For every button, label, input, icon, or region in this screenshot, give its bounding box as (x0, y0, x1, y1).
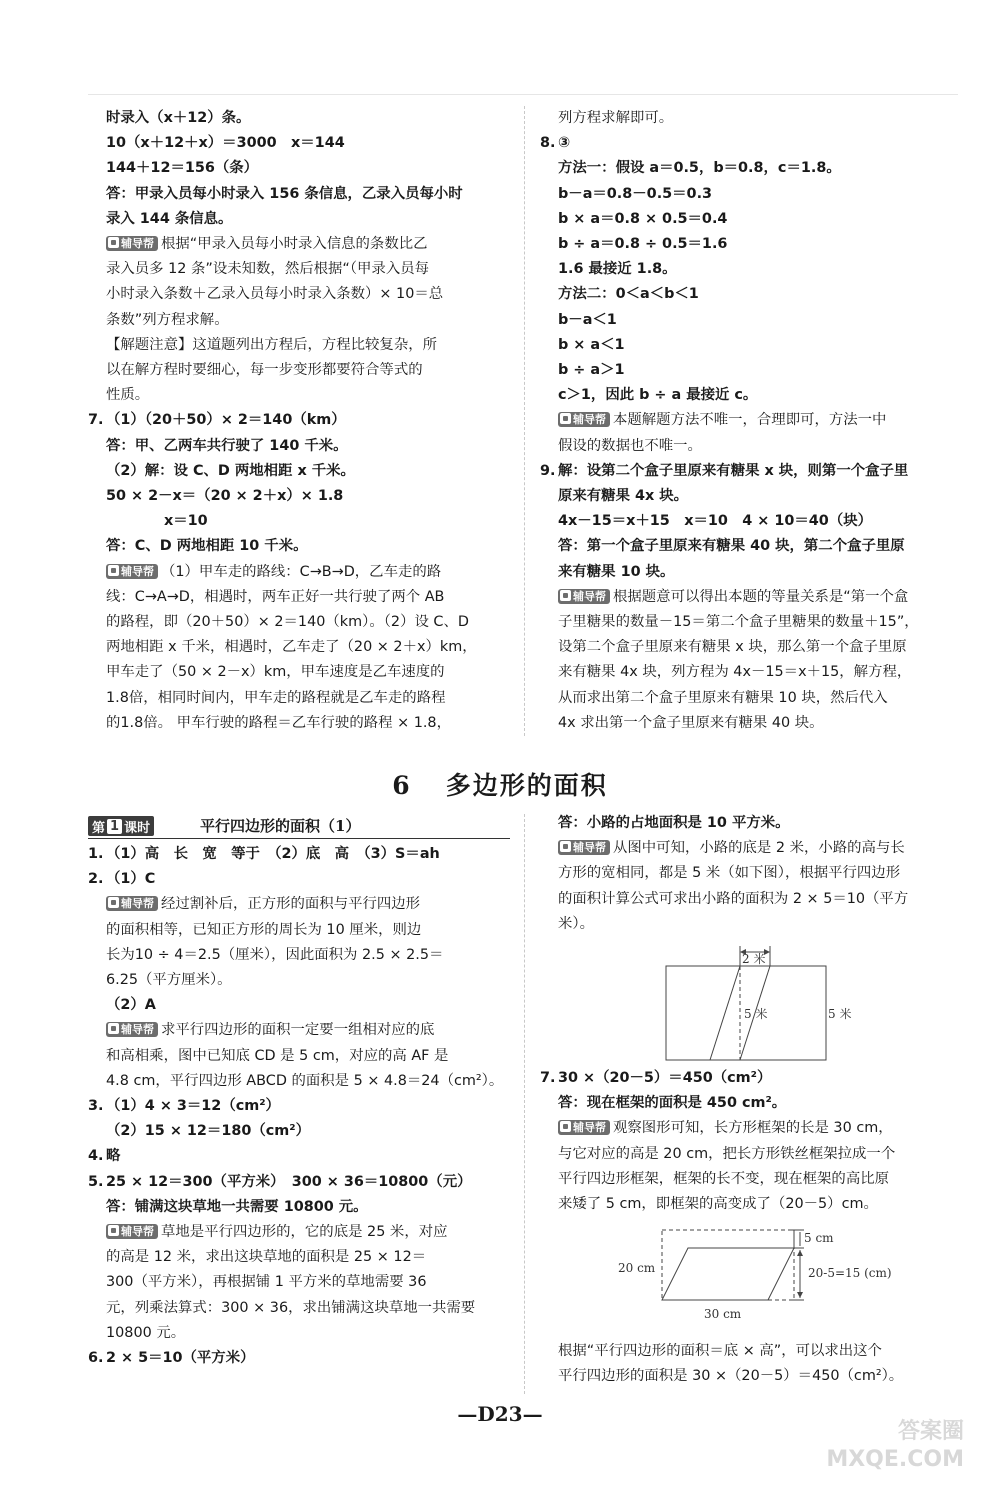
text-line (88, 232, 510, 257)
text-line (88, 1270, 510, 1295)
text-line (88, 918, 510, 943)
line-text: （1）甲车走的路线：C→B→D，乙车走的路 (161, 563, 442, 580)
text-line (88, 1094, 510, 1119)
item-number: 1. (88, 846, 104, 862)
text-line (540, 459, 964, 484)
tip-badge (558, 1120, 610, 1135)
line-text: 观察图形可知，长方形框架的长是 30 cm， (613, 1120, 893, 1137)
frame-figure-arrowhead-down (797, 1292, 803, 1298)
line-text: b－a＝0.8－0.5＝0.3 (558, 185, 713, 202)
text-line (540, 484, 964, 509)
watermark (826, 1418, 964, 1474)
line-text: 根据题意可以得出本题的等量关系是“第一个盒 (613, 588, 909, 605)
tip-label: 辅导帮 (121, 564, 154, 578)
text-line (540, 1364, 964, 1389)
line-text: 平行四边形框架，框架的长不变，现在框架的高比原 (558, 1170, 889, 1187)
line-text: 小时录入条数＋乙录入员每小时录入条数）× 10＝总 (106, 286, 444, 303)
tip-label: 辅导帮 (121, 237, 154, 251)
text-line (540, 560, 964, 585)
bottom-right-column-a (540, 811, 964, 937)
bottom-right-column-c (540, 1339, 964, 1389)
tip-icon (108, 1023, 119, 1034)
line-text: 的高是 12 米，求出这块草地的面积是 25 × 12＝ (106, 1249, 427, 1266)
text-line (88, 610, 510, 635)
line-text: 时录入（x＋12）条。 (106, 110, 251, 126)
line-text: 答：甲录入员每小时录入 156 条信息，乙录入员每小时 (106, 185, 463, 202)
line-text: 4.8 cm，平行四边形 ABCD 的面积是 5 × 4.8＝24（cm²）。 (106, 1072, 504, 1089)
text-line (540, 1339, 964, 1364)
text-line (88, 892, 510, 917)
bottom-left-column (88, 842, 510, 1371)
line-text: c＞1，因此 b ÷ a 最接近 c。 (558, 387, 758, 404)
text-line (540, 861, 964, 886)
text-line (88, 408, 510, 433)
line-text: 米）。 (558, 915, 594, 932)
line-text: 条数”列方程求解。 (106, 311, 229, 328)
text-line (88, 1144, 510, 1169)
text-line (88, 842, 510, 867)
text-line (540, 836, 964, 861)
text-line (88, 509, 510, 534)
line-text: 与它对应的高是 20 cm，把长方形铁丝框架拉成一个 (558, 1145, 896, 1162)
top-left-column (88, 106, 510, 736)
text-line (88, 1321, 510, 1346)
watermark-logo-text: 答案圈 (897, 1419, 964, 1444)
text-line (88, 968, 510, 993)
line-text: 25 × 12＝300（平方米） 300 × 36＝10800（元） (106, 1173, 472, 1190)
text-line (540, 434, 964, 459)
text-line (88, 1069, 510, 1094)
tip-badge (106, 1224, 158, 1239)
item-number: 6. (88, 1350, 104, 1367)
line-text: 从图中可知，小路的底是 2 米，小路的高与长 (613, 840, 905, 857)
line-text: 长为10 ÷ 4＝2.5（厘米），因此面积为 2.5 × 2.5＝ (106, 946, 444, 963)
line-text: 300（平方米），再根据铺 1 平方米的草地需要 36 (106, 1274, 427, 1291)
line-text: 原来有糖果 4x 块。 (558, 488, 689, 505)
line-text: 假设的数据也不唯一。 (558, 437, 702, 454)
text-line (88, 1346, 510, 1371)
text-line (540, 282, 964, 307)
text-line (88, 484, 510, 509)
frame-figure-arrowhead-up (797, 1250, 803, 1256)
line-text: 来有糖果 4x 块，列方程为 4x－15＝x＋15，解方程， (558, 664, 912, 681)
text-line (88, 1195, 510, 1220)
line-text: 求平行四边形的面积一定要一组相对应的底 (161, 1022, 435, 1039)
line-text: 略 (106, 1148, 121, 1165)
line-text: 答：第一个盒子里原来有糖果 40 块，第二个盒子里原 (558, 538, 905, 555)
text-line (88, 333, 510, 358)
line-text: 方法一：假设 a＝0.5，b＝0.8，c＝1.8。 (558, 160, 841, 177)
text-line (88, 943, 510, 968)
tip-badge (106, 564, 158, 579)
line-text: 以在解方程时要细心，每一步变形都要符合等式的 (106, 362, 423, 379)
tip-icon (560, 590, 571, 601)
line-text: 2 × 5＝10（平方米） (106, 1350, 255, 1367)
tip-label: 辅导帮 (121, 1023, 154, 1037)
path-figure-edge-left (710, 966, 740, 1060)
line-text: 本题解题方法不唯一，合理即可，方法一中 (613, 412, 887, 429)
line-text: 的1.8倍。 甲车行驶的路程＝乙车行驶的路程 × 1.8， (106, 714, 451, 731)
column-divider-top (524, 106, 525, 736)
line-text: 方法二：0＜a＜b＜1 (558, 286, 699, 303)
line-text: 从而求出第二个盒子里原来有糖果 10 块，然后代入 (558, 689, 888, 706)
tip-label: 辅导帮 (573, 841, 606, 855)
line-text: 答：C、D 两地相距 10 千米。 (106, 538, 308, 555)
text-line (540, 534, 964, 559)
text-line (540, 358, 964, 383)
path-figure-top-label: 2 米 (742, 952, 766, 966)
text-line (88, 358, 510, 383)
tip-label: 辅导帮 (573, 413, 606, 427)
text-line (88, 993, 510, 1018)
tip-badge (106, 896, 158, 911)
line-text: b × a＜1 (558, 336, 625, 353)
item-number: 5. (88, 1173, 104, 1190)
line-text: 平行四边形的面积是 30 ×（20－5）＝450（cm²）。 (558, 1368, 904, 1385)
text-line (88, 434, 510, 459)
text-line (88, 1220, 510, 1245)
text-line (540, 660, 964, 685)
line-text: 144＋12＝156（条） (106, 160, 259, 177)
lesson-title: 平行四边形的面积（1） (200, 817, 361, 835)
text-line (540, 131, 964, 156)
line-text: 30 ×（20－5）＝450（cm²） (558, 1070, 772, 1086)
text-line (88, 1296, 510, 1321)
line-text: 答：小路的占地面积是 10 平方米。 (558, 815, 790, 831)
text-line (88, 207, 510, 232)
tip-icon (560, 841, 571, 852)
page-number: —D23— (457, 1402, 543, 1426)
lesson-prefix: 第 (92, 820, 106, 836)
tip-icon (108, 565, 119, 576)
tip-label: 辅导帮 (573, 589, 606, 603)
header-rule (88, 94, 958, 95)
line-text: 甲车走了（50 × 2－x）km，甲车速度是乙车速度的 (106, 664, 445, 681)
line-text: 来矮了 5 cm，即框架的高变成了（20－5）cm。 (558, 1196, 878, 1213)
line-text: 1.8倍，相同时间内，甲车走的路程就是乙车走的路程 (106, 689, 446, 706)
tip-icon (560, 413, 571, 424)
text-line (88, 106, 510, 131)
text-line (540, 585, 964, 610)
line-text: b－a＜1 (558, 311, 617, 328)
text-line (88, 1119, 510, 1144)
text-line (88, 383, 510, 408)
line-text: 方形的宽相同，都是 5 米（如下图），根据平行四边形 (558, 865, 901, 882)
line-text: （1）C (106, 871, 156, 888)
text-line (88, 308, 510, 333)
line-text: 解：设第二个盒子里原来有糖果 x 块，则第一个盒子里 (558, 462, 909, 479)
line-text: 两地相距 x 千米，相遇时，乙车走了（20 × 2＋x）km， (106, 639, 477, 656)
item-number: 3. (88, 1098, 104, 1115)
text-line (540, 156, 964, 181)
path-figure (660, 940, 860, 1064)
text-line (88, 182, 510, 207)
text-line (88, 156, 510, 181)
tip-label: 辅导帮 (121, 1225, 154, 1239)
text-line (540, 106, 964, 131)
line-text: 录入 144 条信息。 (106, 210, 233, 227)
text-line (540, 333, 964, 358)
tip-icon (108, 237, 119, 248)
tip-badge (558, 589, 610, 604)
text-line (540, 257, 964, 282)
line-text: 的路程，即（20＋50）× 2＝140（km）。（2）设 C、D (106, 614, 469, 631)
line-text: 根据“平行四边形的面积＝底 × 高”，可以求出这个 (558, 1343, 882, 1359)
section-title (0, 766, 1000, 802)
line-text: 的面积相等，已知正方形的周长为 10 厘米，则边 (106, 921, 422, 938)
text-line (540, 232, 964, 257)
item-number: 7. (88, 412, 104, 429)
text-line (88, 1170, 510, 1195)
line-text: 草地是平行四边形的，它的底是 25 米，对应 (161, 1224, 448, 1241)
text-line (540, 610, 964, 635)
line-text: 录入员多 12 条”设未知数，然后根据“（甲录入员每 (106, 261, 429, 278)
frame-figure-left-label: 20 cm (618, 1261, 656, 1275)
text-line (540, 912, 964, 937)
text-line (88, 257, 510, 282)
text-line (540, 308, 964, 333)
section-number: 6 (392, 771, 412, 800)
text-line (88, 459, 510, 484)
item-number: 9. (540, 462, 556, 479)
line-text: b ÷ a＝0.8 ÷ 0.5＝1.6 (558, 236, 728, 253)
frame-figure-parallelogram (662, 1248, 794, 1300)
line-text: 答：铺满这块草地一共需要 10800 元。 (106, 1198, 368, 1215)
text-line (540, 1066, 964, 1091)
line-text: 和高相乘，图中已知底 CD 是 5 cm，对应的高 AF 是 (106, 1047, 449, 1064)
line-text: 根据“甲录入员每小时录入信息的条数比乙 (161, 236, 428, 253)
section-name: 多边形的面积 (445, 771, 608, 800)
item-number: 4. (88, 1148, 104, 1165)
tip-icon (108, 897, 119, 908)
text-line (540, 408, 964, 433)
text-line (88, 282, 510, 307)
line-text: b × a＝0.8 × 0.5＝0.4 (558, 210, 728, 227)
line-text: 来有糖果 10 块。 (558, 563, 675, 580)
path-figure-right-label: 5 米 (828, 1007, 852, 1021)
line-text: （2）15 × 12＝180（cm²） (106, 1123, 310, 1140)
text-line (88, 131, 510, 156)
line-text: 【解题注意】这道题列出方程后，方程比较复杂，所 (106, 336, 437, 353)
text-line (540, 1091, 964, 1116)
line-text: 设第二个盒子里原来有糖果 x 块，那么第一个盒子里原 (558, 639, 907, 656)
line-text: （1）（20＋50）× 2＝140（km） (106, 412, 346, 429)
text-line (88, 660, 510, 685)
text-line (540, 635, 964, 660)
line-text: 经过割补后，正方形的面积与平行四边形 (161, 896, 421, 913)
line-text: 元，列乘法算式：300 × 36，求出铺满这块草地一共需要 (106, 1299, 476, 1316)
lesson-heading (88, 814, 510, 838)
lesson-number: 1 (107, 819, 122, 834)
line-text: 子里糖果的数量－15＝第二个盒子里糖果的数量＋15”， (558, 614, 919, 631)
frame-figure-top-label: 5 cm (804, 1231, 834, 1245)
text-line (88, 1018, 510, 1043)
tip-badge (106, 236, 158, 251)
line-text: 4x－15＝x＋15 x＝10 4 × 10＝40（块） (558, 513, 872, 530)
bottom-right-column-b (540, 1066, 964, 1217)
text-line (540, 509, 964, 534)
path-figure-mid-label: 5 米 (744, 1007, 768, 1021)
tip-label: 辅导帮 (121, 897, 154, 911)
item-number: 2. (88, 871, 104, 888)
lesson-badge (88, 816, 154, 836)
tip-icon (108, 1225, 119, 1236)
text-line (88, 534, 510, 559)
lesson-suffix: 课时 (124, 820, 151, 836)
line-text: b ÷ a＞1 (558, 362, 625, 379)
tip-icon (560, 1121, 571, 1132)
line-text: 50 × 2－x＝（20 × 2＋x）× 1.8 (106, 488, 344, 505)
text-line (540, 711, 964, 736)
text-line (540, 1142, 964, 1167)
watermark-url: MXQE.COM (826, 1447, 964, 1472)
line-text: 10800 元。 (106, 1324, 186, 1341)
item-number: 7. (540, 1070, 556, 1086)
text-line (540, 1116, 964, 1141)
tip-badge (558, 412, 610, 427)
text-line (540, 207, 964, 232)
tip-label: 辅导帮 (573, 1121, 606, 1135)
text-line (540, 383, 964, 408)
frame-figure-bottom-label: 30 cm (704, 1307, 742, 1321)
line-text: 性质。 (106, 387, 150, 404)
text-line (540, 811, 964, 836)
tip-badge (558, 840, 610, 855)
text-line (88, 867, 510, 892)
frame-figure-original-rect (662, 1230, 794, 1300)
line-text: 答：甲、乙两车共行驶了 140 千米。 (106, 437, 348, 454)
line-text: ③ (558, 135, 571, 152)
line-text: （2）解：设 C、D 两地相距 x 千米。 (106, 462, 355, 479)
line-text: x＝10 (164, 513, 208, 530)
frame-figure-right-label: 20-5=15 (cm) (808, 1266, 892, 1280)
top-right-column (540, 106, 964, 736)
column-divider-bottom (524, 814, 525, 1394)
tip-badge (106, 1022, 158, 1037)
line-text: 10（x＋12＋x）＝3000 x＝144 (106, 135, 345, 152)
text-line (540, 182, 964, 207)
line-text: 的面积计算公式可求出小路的面积为 2 × 5＝10（平方 (558, 890, 909, 907)
line-text: 答：现在框架的面积是 450 cm²。 (558, 1095, 787, 1112)
item-number: 8. (540, 135, 556, 152)
frame-figure (610, 1224, 910, 1324)
text-line (88, 1044, 510, 1069)
text-line (540, 686, 964, 711)
line-text: 6.25（平方厘米）。 (106, 972, 232, 989)
line-text: （2）A (106, 997, 156, 1014)
line-text: 1.6 最接近 1.8。 (558, 261, 677, 278)
text-line (88, 686, 510, 711)
text-line (540, 1192, 964, 1217)
text-line (88, 635, 510, 660)
line-text: （1）高 长 宽 等于 （2）底 高 （3）S＝ah (106, 846, 440, 862)
text-line (540, 887, 964, 912)
text-line (88, 585, 510, 610)
text-line (540, 1167, 964, 1192)
text-line (88, 560, 510, 585)
line-text: 列方程求解即可。 (558, 110, 674, 126)
line-text: 线：C→A→D，相遇时，两车正好一共行驶了两个 AB (106, 588, 445, 605)
lesson-underline (88, 838, 510, 839)
text-line (88, 1245, 510, 1270)
line-text: （1）4 × 3＝12（cm²） (106, 1098, 280, 1115)
line-text: 4x 求出第一个盒子里原来有糖果 40 块。 (558, 714, 824, 731)
text-line (88, 711, 510, 736)
